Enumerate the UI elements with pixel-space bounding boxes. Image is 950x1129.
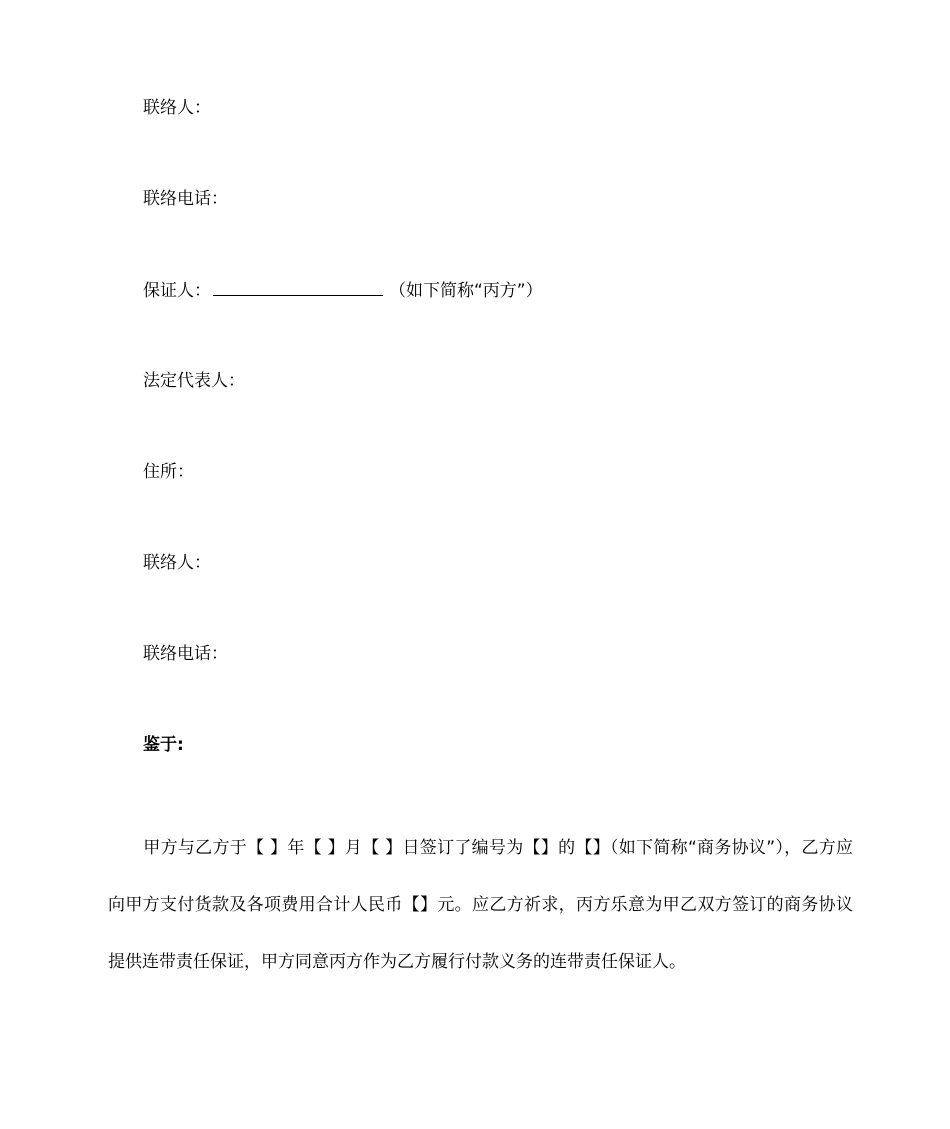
whereas-heading [143, 733, 184, 757]
legal-representative-line [143, 369, 245, 393]
guarantor-line [143, 278, 543, 303]
address-label: 住所： [143, 462, 194, 482]
guarantor-name-blank [213, 278, 383, 296]
contact-person-line-1 [143, 96, 211, 120]
contact-person-line-2 [143, 551, 211, 575]
whereas-paragraph-text: 甲方与乙方于【 】年【 】月【 】日签订了编号为【】的【】（如下简称“商务协议”），乙方应向甲方支付货款及各项费用合计人民币【】元。应乙方祈求，丙方乐意为甲乙双方签订的商务协议提供连带责任保证，甲方同意丙方作为乙方履行付款义务的连带责任保证人。 [108, 838, 853, 972]
guarantor-label: 保证人： [143, 281, 211, 301]
whereas-heading-text: 鉴于: [143, 735, 184, 755]
address-line [143, 460, 194, 484]
contact-person-label: 联络人： [143, 98, 211, 118]
whereas-paragraph [108, 820, 853, 991]
contact-phone-line-2 [143, 642, 228, 666]
contact-phone-label: 联络电话： [143, 644, 228, 664]
guarantor-suffix: （如下简称“丙方”） [389, 281, 543, 301]
contact-phone-line-1 [143, 187, 228, 211]
legal-representative-label: 法定代表人： [143, 371, 245, 391]
contact-person-label: 联络人： [143, 553, 211, 573]
contact-phone-label: 联络电话： [143, 189, 228, 209]
